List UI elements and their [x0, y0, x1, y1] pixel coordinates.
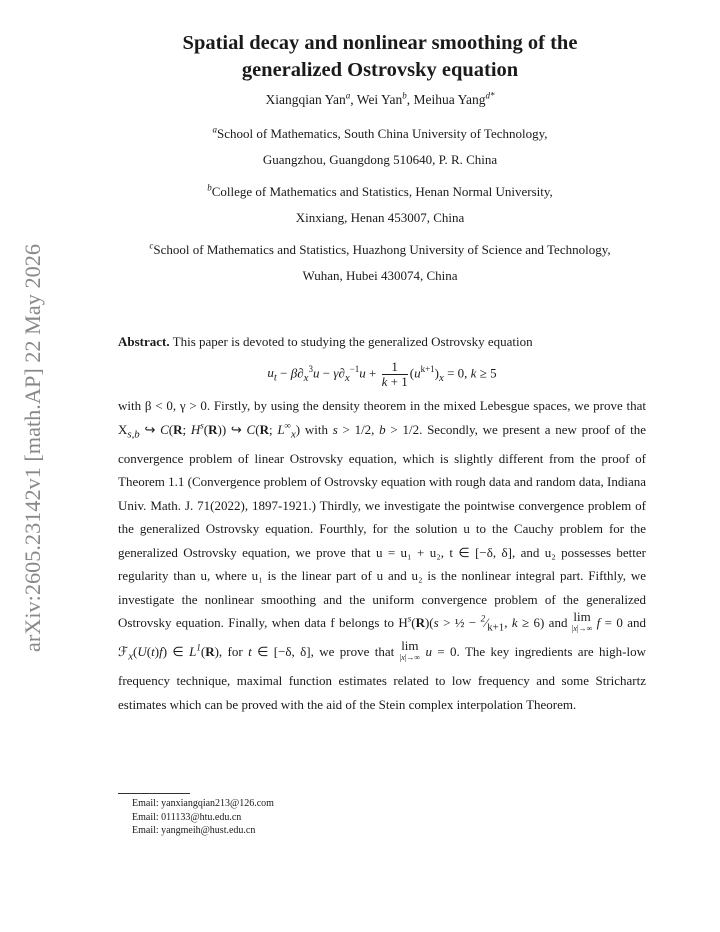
author-list: Xiangqian Yan$^a$, Wei Yan$^b$, Meihua Yang$^{d*}$: [265, 90, 495, 107]
email-line: Email: yangmeih@hust.edu.cn: [132, 825, 256, 836]
affiliation-mark: c: [149, 240, 154, 251]
arxiv-stamp-text: arXiv:2605.23142v1 [math.AP] 22 May 2026: [20, 248, 45, 652]
email-line: Email: 011133@htu.edu.cn: [132, 811, 242, 823]
author-name: Wei Yan: [356, 92, 403, 107]
affiliation-line: Guangzhou, Guangdong 510640, P. R. China: [262, 152, 498, 167]
abstract-intro: This paper is devoted to studying the generalized Ostrovsky equation: [172, 334, 533, 349]
author-mark: a: [345, 90, 351, 101]
abstract-label: Abstract.: [118, 334, 170, 349]
email-line: Email: yanxiangqian213@126.com: [132, 798, 274, 809]
affiliation-line: College of Mathematics and Statistics, Henan Normal University,: [211, 184, 553, 199]
affiliation-mark: a: [212, 124, 217, 135]
author-name: Xiangqian Yan: [265, 92, 346, 107]
author-mark: d*: [485, 90, 495, 101]
affiliation-mark: b: [207, 182, 212, 193]
abstract-text-part-c: The key ingredients are high-low frequency technique, maximal function estimates related to low frequency and some Strichartz estimates which can be proved with the aid of the Stein complex interpolation Theorem.: [118, 644, 646, 712]
affiliation-line: Xinxiang, Henan 453007, China: [295, 210, 465, 225]
abstract: Abstract. This paper is devoted to studying the generalized Ostrovsky equation $u_t - \beta\partial_x^3u - \gamma\partial_x^{-1}u$ + $\frac{1}{k + 1}$ $(u^{k+1})_x = 0$, k ≥ 5 with β < 0, γ > 0. Firstly, by using the density theorem in the mixed Lebesgue spaces, we prove that $X_{s,b}$ ↪ C(R; $H^s(R)$) ↪ C(R; $L^\infty_x$) with s > 1/2, b > 1/2. Secondly, we present a new proof of the convergence problem of linear Ostrovsky equation, which is slightly different from the proof of Theorem 1.1 (Convergence problem of Ostrovsky equation with rough data and random data, Indiana Univ. Math. J. 71(2022), 1897-1921.) Thirdly, we investigate the pointwise convergence problem of the generalized Ostrovsky equation. Fourthly, for the solution u to the Cauchy problem for the generalized Ostrovsky equation, we prove that u = u₁ + u₂, t ∈ [−δ, δ], and u₂ possesses better regularity than u, where u₁ is the linear part of u and u₂ is the nonlinear integral part. Fifthly, we investigate the nonlinear smoothing and the uniform convergence problem of the generalized Ostrovsky equation. Finally, when data f belongs to $H^s(R)(s$ > ½ − $^2⁄_{k+1}$, k ≥ 6) and lim |x|→∞ f = 0 and ℱ$_x$(U(t)f) ∈ $L^1(R)$, for t ∈ [−δ, δ], we prove that lim |x|→∞ u = 0. The key ingredients are high-low frequency technique, maximal function estimates related to low frequency and some Strichartz estimates which can be proved with the aid of the Stein complex interpolation Theorem.: [118, 334, 646, 712]
arxiv-identifier: [12, 242, 52, 662]
paper-title: [110, 30, 650, 84]
abstract-text-part-a: with β < 0, γ > 0. Firstly, by using the density theorem in the mixed Lebesgue spaces, we prove that X: [118, 398, 646, 437]
abstract-text-part-b: Secondly, we present a new proof of the convergence problem of linear Ostrovsky equation, which is slightly different from the proof of Theorem 1.1 (Convergence problem of Ostrovsky equation with rough data and random data, Indiana Univ. Math. J. 71(2022), 1897-1921.) Thirdly, we investigate the pointwise convergence problem of the generalized Ostrovsky equation. Fourthly, for the solution u to the Cauchy problem for the generalized Ostrovsky equation, we prove that u = u₁ + u₂, t ∈ [−δ, δ], and u₂ possesses better regularity than u, where u₁ is the linear part of u and u₂ is the nonlinear integral part. Fifthly, we investigate the nonlinear smoothing and the uniform convergence problem of the generalized Ostrovsky equation. Finally, when data f belongs to H: [118, 421, 646, 631]
affiliation-c: [110, 237, 650, 289]
affiliation-line: Wuhan, Hubei 430074, China: [302, 268, 458, 283]
author-mark: b: [402, 90, 407, 101]
author-name: Meihua Yang: [413, 92, 486, 107]
footnote-rule: [118, 793, 190, 794]
affiliation-a: [110, 121, 650, 173]
title-line-1: Spatial decay and nonlinear smoothing of the: [182, 32, 578, 54]
affiliation-line: School of Mathematics and Statistics, Huazhong University of Science and Technology,: [153, 242, 611, 257]
affiliation-line: School of Mathematics, South China University of Technology,: [216, 126, 548, 141]
main-equation: $u_t - \beta\partial_x^3u - \gamma\partial_x^{-1}u$ + $\frac{1}{k + 1}$ $(u^{k+1})_x = 0$, k ≥ 5: [267, 358, 497, 389]
title-line-2: generalized Ostrovsky equation: [241, 59, 519, 81]
email-footnotes: [132, 797, 274, 838]
affiliation-b: [110, 179, 650, 231]
